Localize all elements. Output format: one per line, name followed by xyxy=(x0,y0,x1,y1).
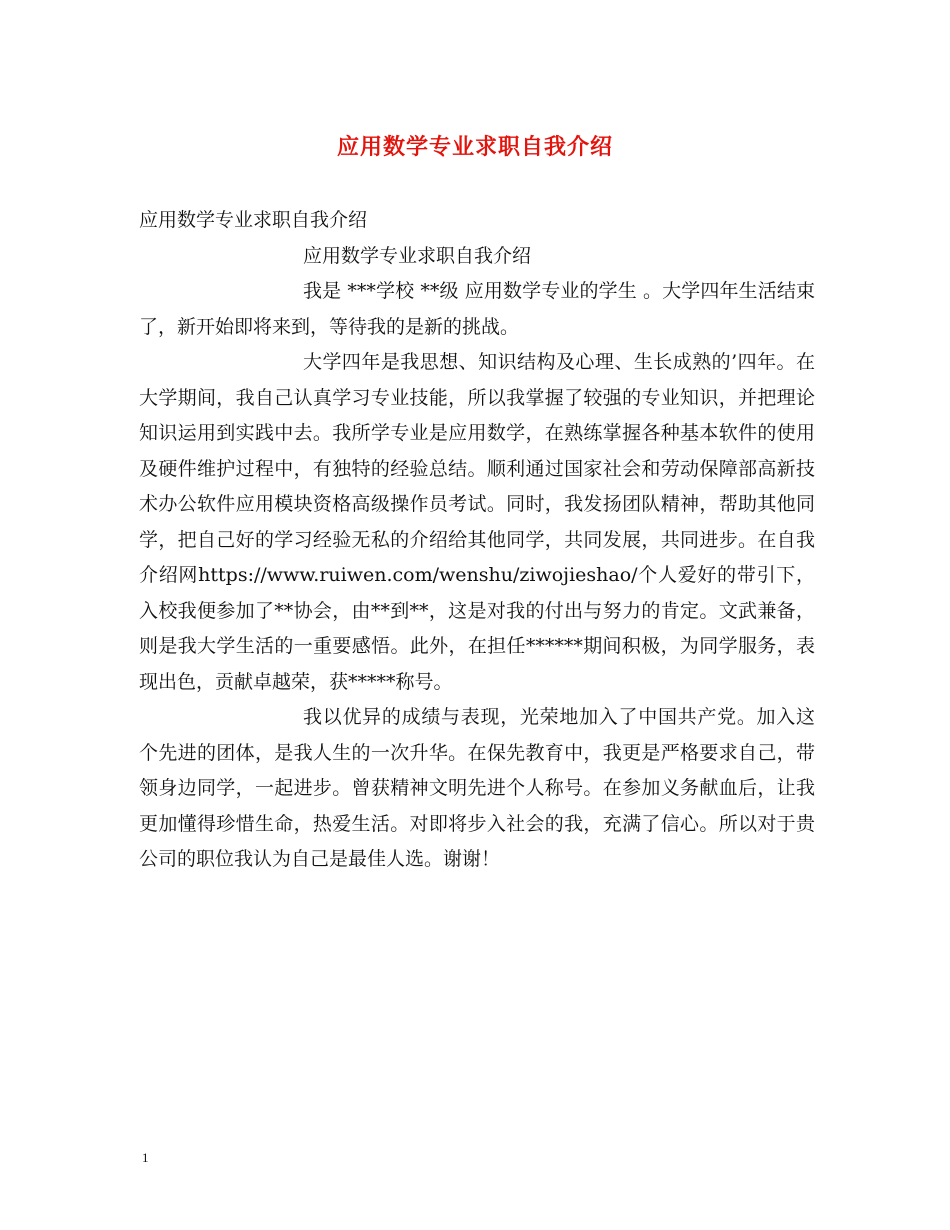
paragraph-intro: 我是 ***学校 **级 应用数学专业的学生 。大学四年生活结束了，新开始即将来到，等待我的是新的挑战。 xyxy=(139,280,815,338)
page-number: 1 xyxy=(142,1150,149,1165)
subheading-line: 应用数学专业求职自我介绍 xyxy=(303,244,532,267)
document-title: 应用数学专业求职自我介绍 xyxy=(336,134,613,160)
paragraph-university: 大学四年是我思想、知识结构及心理、生长成熟的’四年。在大学期间，我自己认真学习专业技能，所以我掌握了较强的专业知识，并把理论知识运用到实践中去。我所学专业是应用数学，在熟练掌握各种基本软件的使用及硬件维护过程中，有独特的经验总结。顺利通过国家社会和劳动保障部高新技术办公软件应用模块资格高级操作员考试。同时，我发扬团队精神，帮助其他同学，把自己好的学习经验无私的介绍给其他同学，共同发展，共同进步。在自我介绍网https://www.ruiwen.com/wenshu/ziwojieshao/个人爱好的带引下，入校我便参加了**协会，由**到**，这是对我的付出与努力的肯定。文武兼备，则是我大学生活的一重要感悟。此外，在担任******期间积极，为同学服务，表现出色，贡献卓越荣，获*****称号。 xyxy=(139,351,815,693)
paragraph-party: 我以优异的成绩与表现，光荣地加入了中国共产党。加入这个先进的团体，是我人生的一次升华。在保先教育中，我更是严格要求自己，带领身边同学，一起进步。曾获精神文明先进个人称号。在参加义务献血后，让我更加懂得珍惜生命，热爱生活。对即将步入社会的我，充满了信心。所以对于贵公司的职位我认为自己是最佳人选。谢谢！ xyxy=(139,706,815,870)
document-body xyxy=(139,203,815,878)
heading-line: 应用数学专业求职自我介绍 xyxy=(139,209,368,231)
